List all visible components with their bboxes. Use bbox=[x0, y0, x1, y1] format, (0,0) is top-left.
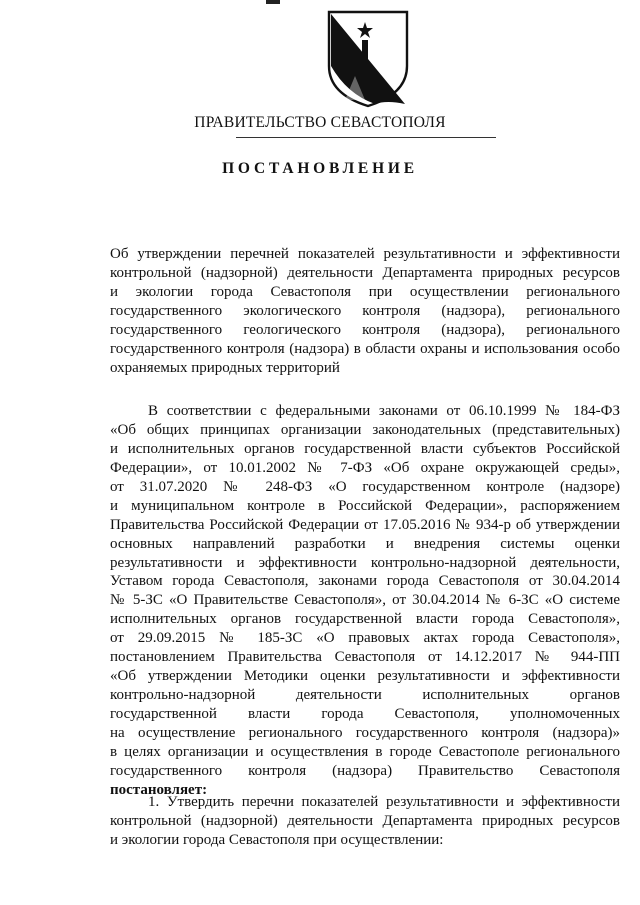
title-line: государственного контроля (надзора) в области охраны и использования особо bbox=[110, 340, 620, 357]
preamble-line: контрольно-надзорной деятельности исполнительных органов bbox=[110, 687, 620, 704]
preamble-line: государственной власти города Севастополя, уполномоченных bbox=[110, 706, 620, 722]
preamble-line: Правительства Российской Федерации от 17.05.2016 № 934-р об утверждении bbox=[110, 516, 620, 533]
item-line: контрольной (надзорной) деятельности Департамента природных ресурсов bbox=[110, 812, 620, 829]
preamble-line: № 5-ЗС «О Правительстве Севастополя», от 30.04.2014 № 6-ЗС «О системе bbox=[110, 592, 620, 609]
preamble-line: постановлением Правительства Севастополя от 14.12.2017 № 944-ПП bbox=[110, 649, 620, 666]
top-edge-mark bbox=[266, 0, 280, 4]
organization-title: ПРАВИТЕЛЬСТВО СЕВАСТОПОЛЯ bbox=[194, 114, 446, 131]
preamble-line: на осуществление регионального государственного контроля (надзора)» bbox=[110, 724, 620, 741]
preamble-line: основных направлений разработки и внедрения системы оценки bbox=[110, 535, 620, 552]
document-type: ПОСТАНОВЛЕНИЕ bbox=[222, 160, 418, 177]
preamble-line: Федерации», от 10.01.2002 № 7-ФЗ «Об охране окружающей среды», bbox=[110, 459, 620, 476]
title-line: контрольной (надзорной) деятельности Департамента природных ресурсов bbox=[110, 264, 620, 281]
title-line: Об утверждении перечней показателей результативности и эффективности bbox=[110, 246, 620, 262]
preamble bbox=[110, 402, 620, 800]
preamble-line: «Об общих принципах организации законодательных (представительных) bbox=[110, 421, 620, 438]
preamble-line: и муниципальном контроле в Российской Федерации», распоряжением bbox=[110, 497, 620, 514]
item-line: и экологии города Севастополя при осуществлении: bbox=[110, 831, 444, 848]
preamble-line: государственного контроля (надзора) Правительство Севастополя bbox=[110, 762, 620, 779]
title-line: и экологии города Севастополя при осуществлении регионального bbox=[110, 283, 620, 300]
preamble-line: в целях организации и осуществления в городе Севастополе регионального bbox=[110, 743, 620, 760]
preamble-line: исполнительных органов государственной власти города Севастополя», bbox=[110, 611, 620, 628]
preamble-line: результативности и эффективности контрольно-надзорной деятельности, bbox=[110, 554, 620, 571]
title-line: охраняемых природных территорий bbox=[110, 359, 340, 376]
title-line: государственного геологического контроля (надзора), регионального bbox=[110, 321, 620, 338]
preamble-line: от 31.07.2020 № 248-ФЗ «О государственном контроле (надзоре) bbox=[110, 478, 620, 495]
decree-title bbox=[110, 245, 620, 378]
preamble-line: от 29.09.2015 № 185-ЗС «О правовых актах города Севастополя», bbox=[110, 630, 620, 647]
organization-underline bbox=[236, 137, 496, 138]
title-line: государственного экологического контроля (надзора), регионального bbox=[110, 302, 620, 319]
item-1 bbox=[110, 793, 620, 850]
preamble-line: В соответствии с федеральными законами от 06.10.1999 № 184-ФЗ bbox=[148, 403, 620, 419]
decree-word: постановляет: bbox=[110, 781, 208, 798]
preamble-line: «Об утверждении Методики оценки результативности и эффективности bbox=[110, 668, 620, 685]
preamble-line: и исполнительных органов государственной власти субъектов Российской bbox=[110, 440, 620, 457]
sevastopol-coat-of-arms-icon bbox=[325, 8, 411, 108]
preamble-line: Уставом города Севастополя, законами города Севастополя от 30.04.2014 bbox=[110, 573, 620, 590]
item-line: 1. Утвердить перечни показателей результативности и эффективности bbox=[148, 794, 620, 810]
